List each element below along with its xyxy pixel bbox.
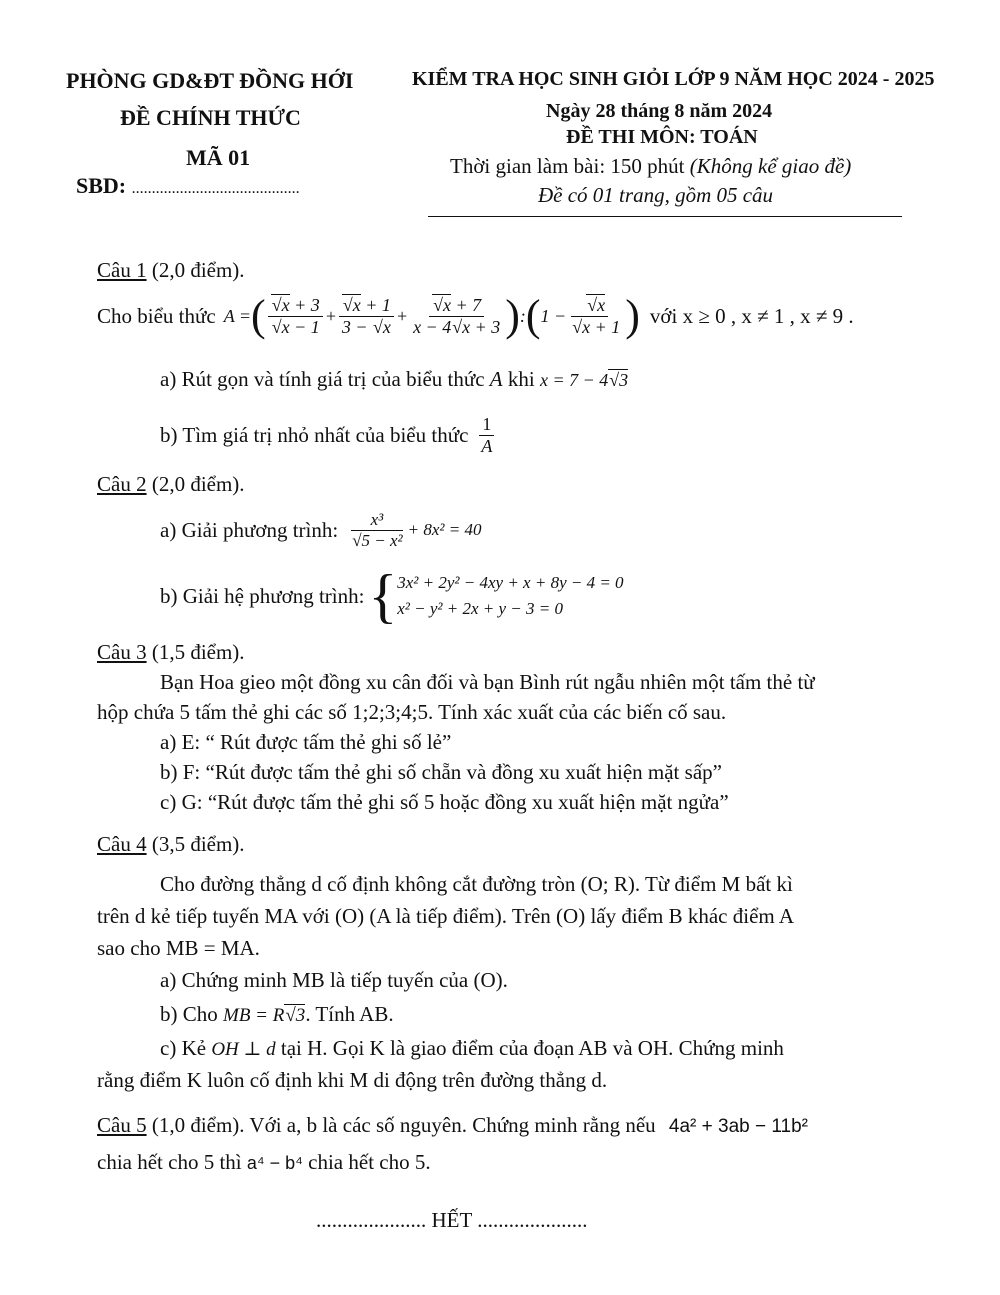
q5-line1 [97,1113,808,1138]
q1-heading [97,258,245,283]
q1-part-a [160,367,628,392]
q5-line2 [97,1150,431,1175]
q3-heading [97,640,245,665]
q5-text: (1,0 điểm). Với a, b là các số nguyên. Chứng minh rằng nếu [146,1113,656,1137]
q2b-eq1: 3x² + 2y² − 4xy + x + 8y − 4 = 0 [397,572,624,592]
q1-condition: với x ≥ 0 , x ≠ 1 , x ≠ 9 . [649,303,854,328]
q4-points: (3,5 điểm). [146,832,245,856]
q1a-when: khi [507,367,535,391]
sbd-dots: .......................................... [131,180,300,197]
q3-line2: hộp chứa 5 tấm thẻ ghi các số 1;2;3;4;5. Tính xác xuất của các biến cố sau. [97,700,727,724]
q1-formula: A = ( $\frac{√x + 3}{√x - 1}$ + $\frac{√x + 1}{3 - √x}$ + $\frac{√x + 7}{x - 4√x + 3}$ ) : ( 1 − $\frac{√x}{√x + 1}$ ) [223,291,640,340]
q4c-pre: c) Kẻ [160,1036,207,1060]
q1a-value: x = 7 − 4√3 [539,370,629,390]
q4b-formula: MB = R√3 [223,1005,306,1026]
end-marker: ..................... HẾT ..................... [316,1208,588,1232]
official-label: ĐỀ CHÍNH THỨC [120,105,301,130]
q4c-post: tại H. Gọi K là giao điểm của đoạn AB và OH. Chứng minh [280,1036,784,1060]
q5-line2-pre: chia hết cho 5 thì [97,1150,242,1174]
q4b-post: . Tính AB. [305,1002,394,1026]
time-plain: Thời gian làm bài: 150 phút [450,154,690,178]
q3-label: Câu 3 [97,640,147,664]
q1-points: (2,0 điểm). [146,258,245,282]
page-info: Đề có 01 trang, gồm 05 câu [538,183,774,207]
exam-time [450,154,851,179]
q5-expression: 4a² + 3ab − 11b² [668,1116,808,1137]
q2-part-b [160,565,624,627]
q1a-var: A [489,367,503,391]
q2a-equation: $\frac{\text{x³}}{\text{√5 − x²}}$ + 8x² = 40 [352,509,482,550]
q3-part-b: b) F: “Rút được tấm thẻ ghi số chẵn và đồng xu xuất hiện mặt sấp” [160,760,722,784]
q5-line2-post: chia hết cho 5. [308,1150,431,1174]
q3-part-a: a) E: “ Rút được tấm thẻ ghi số lẻ” [160,730,452,754]
q2-points: (2,0 điểm). [146,472,245,496]
exam-title: KIỂM TRA HỌC SINH GIỎI LỚP 9 NĂM HỌC 2024 - 2025 [412,68,935,90]
q1-expression [97,288,854,344]
time-note: (Không kể giao đề) [689,154,852,178]
sbd-label [76,173,300,199]
exam-date: Ngày 28 tháng 8 năm 2024 [546,100,773,122]
exam-code: MÃ 01 [186,145,251,170]
exam-subject: ĐỀ THI MÔN: TOÁN [566,126,758,148]
q2b-system [397,570,623,623]
q1-part-b [160,410,497,460]
q2-part-a [160,505,482,555]
q3-line1: Bạn Hoa gieo một đồng xu cân đối và bạn Bình rút ngẫu nhiên một tấm thẻ từ [160,670,815,694]
q3-part-c: c) G: “Rút được tấm thẻ ghi số 5 hoặc đồng xu xuất hiện mặt ngửa” [160,790,729,814]
q1b-frac: $\frac{1}{A}$ [481,413,493,456]
q4-line2: trên d kẻ tiếp tuyến MA với (O) (A là tiếp điểm). Trên (O) lấy điểm B khác điểm A [97,904,794,928]
q2-heading [97,472,245,497]
q4-part-a: a) Chứng minh MB là tiếp tuyến của (O). [160,968,508,992]
q5-label: Câu 5 [97,1113,147,1137]
q4-line1: Cho đường thẳng d cố định không cắt đường tròn (O; R). Từ điểm M bất kì [160,872,793,896]
q1b-text: b) Tìm giá trị nhỏ nhất của biểu thức [160,422,469,447]
header-rule [428,216,902,217]
q1-intro: Cho biểu thức [97,303,216,328]
q4-part-b [160,1002,394,1027]
q4b-pre: b) Cho [160,1002,218,1026]
q1a-text: a) Rút gọn và tính giá trị của biểu thức [160,367,485,391]
org-name: PHÒNG GD&ĐT ĐỒNG HỚI [66,68,354,93]
q2b-text: b) Giải hệ phương trình: [160,583,365,608]
sbd-text: SBD: [76,173,127,198]
q2b-eq2: x² − y² + 2x + y − 3 = 0 [397,599,563,618]
q4-line3: sao cho MB = MA. [97,936,260,960]
q4-heading [97,832,245,857]
q4c-formula: OH ⊥ d [211,1039,276,1060]
q2a-text: a) Giải phương trình: [160,517,339,542]
q1-label: Câu 1 [97,258,147,282]
system-brace: { [368,563,398,629]
q2-label: Câu 2 [97,472,147,496]
q4-part-c-line2: rằng điểm K luôn cố định khi M di động trên đường thẳng d. [97,1068,608,1092]
q5-power-expr: a⁴ − b⁴ [246,1153,303,1173]
q3-points: (1,5 điểm). [146,640,245,664]
q4-part-c [160,1036,784,1061]
q4-label: Câu 4 [97,832,147,856]
